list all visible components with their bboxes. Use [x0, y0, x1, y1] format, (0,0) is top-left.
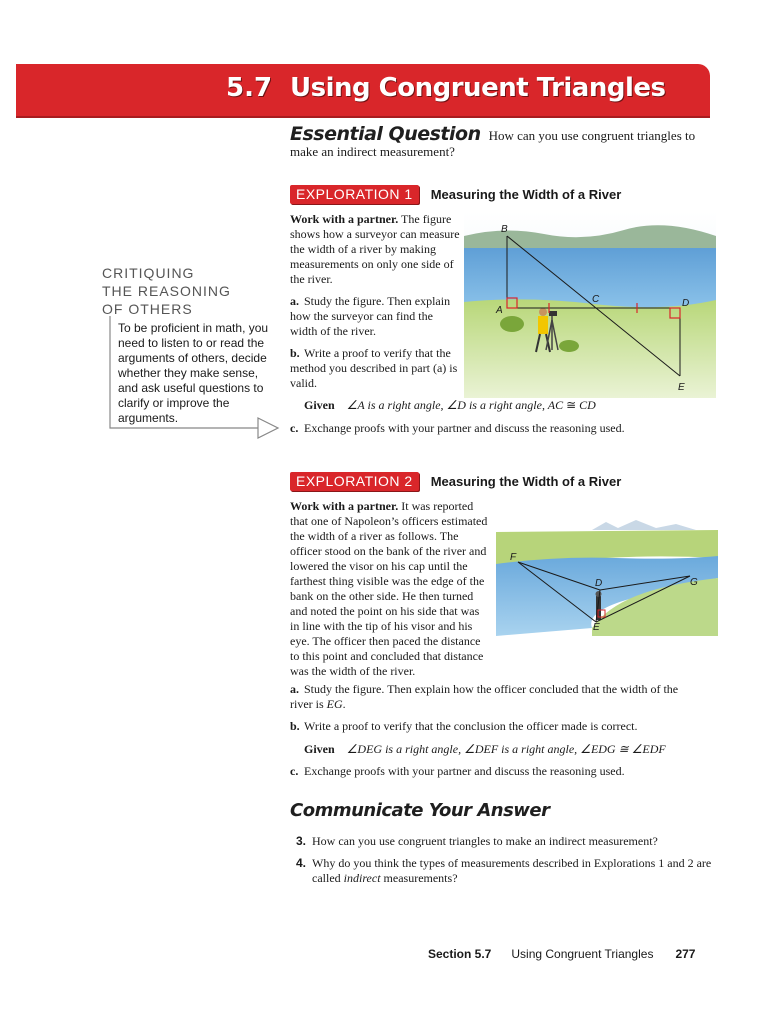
- part-text: Study the figure. Then explain how the officer concluded that the width of the river is: [290, 682, 679, 711]
- sidebar-heading: [102, 264, 272, 318]
- sidebar-text: To be proficient in math, you need to listen to or read the arguments of others, decide whether they make sense, and ask useful questions to clarify or improve the arguments.: [118, 321, 269, 425]
- part-label: b.: [290, 719, 300, 733]
- section-title: Using Congruent Triangles: [290, 73, 666, 103]
- sidebar-heading-line: OF OTHERS: [102, 301, 193, 317]
- label-f: F: [510, 552, 517, 563]
- part-label: a.: [290, 294, 299, 308]
- exploration-2-part-a: [290, 682, 690, 712]
- part-label: a.: [290, 682, 299, 696]
- label-c: C: [592, 294, 600, 305]
- given-label: Given: [304, 398, 335, 412]
- exploration-2-figure: [496, 518, 718, 636]
- footer-title: Using Congruent Triangles: [511, 947, 654, 961]
- exploration-1-badge: EXPLORATION 1: [290, 185, 419, 204]
- segment-ac: $\overline{AC}$: [547, 398, 564, 412]
- label-d: D: [682, 298, 690, 309]
- page-footer: [428, 947, 695, 961]
- intro-bold: Work with a partner.: [290, 499, 399, 513]
- part-text: Study the figure. Then explain how the surveyor can find the width of the river.: [290, 294, 451, 338]
- label-g: G: [690, 577, 698, 588]
- question-text-emphasis: indirect: [343, 871, 381, 885]
- congruent-symbol: ≅: [563, 398, 580, 412]
- given-text: ∠DEG is a right angle, ∠DEF is a right angle, ∠EDG ≅ ∠EDF: [346, 742, 666, 756]
- question-3: [296, 834, 716, 849]
- section-banner: [16, 64, 710, 116]
- part-text: Write a proof to verify that the conclusion the officer made is correct.: [304, 719, 638, 733]
- essential-question: [290, 123, 710, 160]
- exploration-2-title: Measuring the Width of a River: [430, 474, 622, 489]
- label-d: D: [595, 578, 603, 589]
- exploration-2-heading: [290, 472, 621, 491]
- intro-bold: Work with a partner.: [290, 212, 399, 226]
- sidebar-heading-line: CRITIQUING: [102, 265, 195, 281]
- exploration-1-heading: [290, 185, 621, 204]
- question-4: [296, 856, 716, 886]
- label-a: A: [496, 305, 503, 316]
- part-label: b.: [290, 346, 300, 360]
- question-text: measurements?: [380, 871, 458, 885]
- footer-section: Section 5.7: [428, 947, 492, 961]
- exploration-1-intro: [290, 212, 462, 287]
- exploration-1-figure: [464, 212, 716, 398]
- essential-question-heading: Essential Question: [290, 123, 481, 145]
- exploration-2-part-c: [290, 764, 710, 779]
- exploration-1-part-c: [290, 421, 710, 436]
- part-text: Exchange proofs with your partner and discuss the reasoning used.: [304, 764, 625, 778]
- part-label: c.: [290, 764, 299, 778]
- question-number: 4.: [296, 856, 307, 870]
- exploration-2-given: [304, 742, 714, 757]
- part-text: Write a proof to verify that the method you described in part (a) is valid.: [290, 346, 458, 390]
- intro-text: It was reported that one of Napoleon’s officers estimated the width of a river as follows. The officer stood on the bank of the river and lowered the visor on his cap until the farthest thing visible was the edge of the bank on the other side. He then turned and noted the point on his side that was in line with the tip of his visor and his eye. The officer then paced the distance to this point and concluded that distance was the width of the river.: [290, 499, 488, 678]
- exploration-1-title: Measuring the Width of a River: [430, 187, 622, 202]
- question-text: How can you use congruent triangles to make an indirect measurement?: [312, 834, 658, 848]
- exploration-2-badge: EXPLORATION 2: [290, 472, 419, 491]
- given-label: Given: [304, 742, 335, 756]
- exploration-2-intro: [290, 499, 490, 679]
- intro-text: The figure shows how a surveyor can measure the width of a river by making measurements on only one side of the river.: [290, 212, 460, 286]
- exploration-1-given: [304, 398, 704, 413]
- exploration-1-part-b: [290, 346, 462, 391]
- given-text: ∠A is a right angle, ∠D is a right angle,: [346, 398, 548, 412]
- question-text: Why do you think the types of measurements described in Explorations 1 and 2 are called: [312, 856, 712, 885]
- section-number: 5.7: [226, 73, 273, 103]
- part-text-emphasis: EG: [326, 697, 343, 711]
- sidebar-heading-line: THE REASONING: [102, 283, 231, 299]
- exploration-2-part-b: [290, 719, 710, 734]
- label-e: E: [593, 622, 600, 633]
- exploration-1-part-a: [290, 294, 462, 339]
- part-text: Exchange proofs with your partner and discuss the reasoning used.: [304, 421, 625, 435]
- part-label: c.: [290, 421, 299, 435]
- part-text: .: [342, 697, 346, 711]
- label-e: E: [678, 382, 685, 393]
- communicate-heading: Communicate Your Answer: [290, 800, 550, 821]
- label-b: B: [501, 224, 508, 235]
- page-number: 277: [675, 947, 696, 961]
- essential-question-text: How can you use congruent triangles to make an indirect measurement?: [290, 128, 696, 159]
- segment-cd: $\overline{CD}$: [579, 398, 596, 412]
- question-number: 3.: [296, 834, 307, 848]
